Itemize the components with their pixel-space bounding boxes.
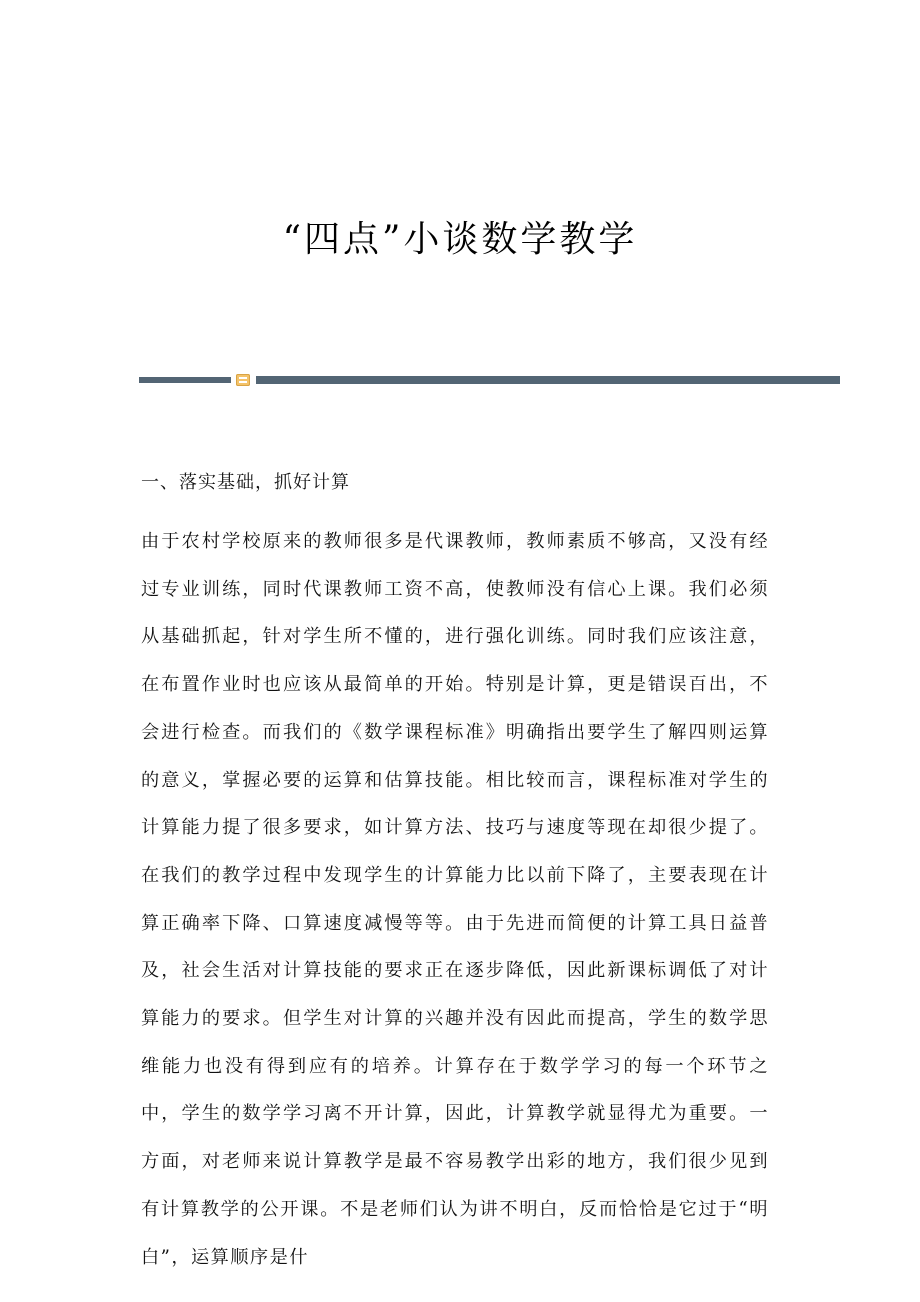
section-heading: 一、落实基础，抓好计算	[141, 472, 350, 493]
body-paragraph: 由于农村学校原来的教师很多是代课教师，教师素质不够高，又没有经过专业训练，同时代课教师工资不高，使教师没有信心上课。我们必须从基础抓起，针对学生所不懂的，进行强化训练。同时我们应该注意，在布置作业时也应该从最简单的开始。特别是计算，更是错误百出，不会进行检查。而我们的《数学课程标准》明确指出要学生了解四则运算的意义，掌握必要的运算和估算技能。相比较而言，课程标准对学生的计算能力提了很多要求，如计算方法、技巧与速度等现在却很少提了。在我们的教学过程中发现学生的计算能力比以前下降了，主要表现在计算正确率下降、口算速度减慢等等。由于先进而简便的计算工具日益普及，社会生活对计算技能的要求正在逐步降低，因此新课标调低了对计算能力的要求。但学生对计算的兴趣并没有因此而提高，学生的数学思维能力也没有得到应有的培养。计算存在于数学学习的每一个环节之中，学生的数学学习离不开计算，因此，计算教学就显得尤为重要。一方面，对老师来说计算教学是最不容易教学出彩的地方，我们很少见到有计算教学的公开课。不是老师们认为讲不明白，反而恰恰是它过于“明白”，运算顺序是什	[141, 531, 769, 1268]
divider-ornament-icon	[236, 374, 250, 386]
divider-bar-left	[139, 377, 231, 383]
document-title: “四点”小谈数学教学	[282, 219, 638, 260]
divider-bar-right	[256, 376, 840, 384]
title-divider	[139, 374, 840, 386]
